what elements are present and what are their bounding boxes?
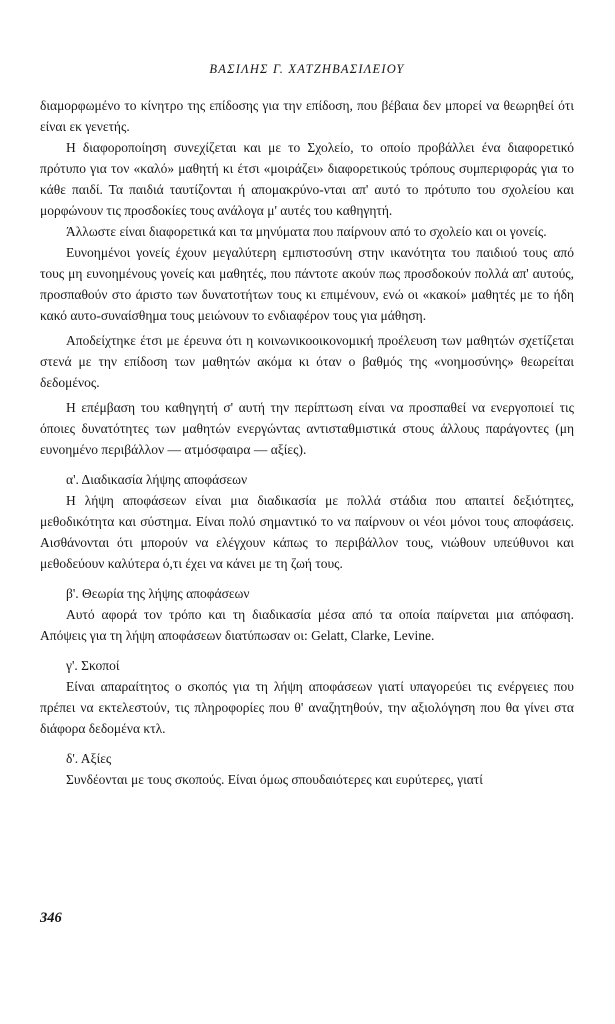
body-text bbox=[40, 95, 574, 790]
section-text-values: Συνδέονται με τους σκοπούς. Είναι όμως σπουδαιότερες και ευρύτερες, γιατί bbox=[66, 772, 483, 787]
page-number: 346 bbox=[40, 910, 62, 926]
section-heading-decision-process: α'. Διαδικασία λήψης αποφάσεων bbox=[66, 472, 248, 487]
page bbox=[40, 62, 574, 790]
section-text-decision-process: Η λήψη αποφάσεων είναι μια διαδικασία με πολλά στάδια που απαιτεί δεξιότητες, μεθοδικότητα και σύστημα. Είναι πολύ σημαντικό το να παίρνουν οι νέοι μόνοι τους αποφάσεις. Αισθάνονται ότι μπορούν να ελέγχουν κάπως το περιβάλλον τους, νιώθουν υπεύθυνοι και μεθοδεύουν καλύτερα ό,τι έχει να κάνει με τη ζωή τους. bbox=[40, 493, 574, 571]
section-text-goals: Είναι απαραίτητος ο σκοπός για τη λήψη αποφάσεων γιατί υπαγορεύει τις ενέργειες που πρέπει να εκτελεστούν, τις πληροφορίες που θ' αναζητηθούν, την αξιολόγηση που θα γίνει στα διάφορα δεδομένα κτλ. bbox=[40, 679, 574, 736]
paragraph-different-messages: Άλλωστε είναι διαφορετικά και τα μηνύματα που παίρνουν από το σχολείο και οι γονείς. bbox=[66, 224, 547, 239]
section-text-decision-theory: Αυτό αφορά τον τρόπο και τη διαδικασία μέσα από τα οποία παίρνεται μια απόφαση. Απόψεις για τη λήψη αποφάσεων διατύπωσαν οι: Gelatt, Clarke, Levine. bbox=[40, 607, 574, 643]
paragraph-school-differentiation: Η διαφοροποίηση συνεχίζεται και με το Σχολείο, το οποίο προβάλλει ένα διαφορετικό πρότυπο για τον «καλό» μαθητή κι έτσι «μοιράζει» διαφορετικούς τρόπους συμπεριφοράς για το κάθε παιδί. Τα παιδιά ταυτίζονται ή απομακρύνο-νται απ' αυτό το πρότυπο του σχολείου και μορφώνουν τις προσδοκίες τους ανάλογα μ' αυτές του καθηγητή. bbox=[40, 140, 574, 218]
running-header: ΒΑΣΙΛΗΣ Γ. ΧΑΤΖΗΒΑΣΙΛΕΙΟΥ bbox=[209, 62, 405, 76]
paragraph-continuation: διαμορφωμένο το κίνητρο της επίδοσης για την επίδοση, που βέβαια δεν μπορεί να θεωρηθεί ότι είναι εκ γενετής. bbox=[40, 98, 574, 134]
paragraph-teacher-intervention: Η επέμβαση του καθηγητή σ' αυτή την περίπτωση είναι να προσπαθεί να ενεργοποιεί τις όποιες δυνατότητες των μαθητών ενεργώντας αντισταθμιστικά στους άλλους παράγοντες (μη ευνοημένο περιβάλλον — ατμόσφαιρα — αξίες). bbox=[40, 400, 574, 457]
section-heading-goals: γ'. Σκοποί bbox=[66, 658, 120, 673]
paragraph-favoured-parents: Ευνοημένοι γονείς έχουν μεγαλύτερη εμπιστοσύνη στην ικανότητα του παιδιού τους από τους μη ευνοημένους γονείς και μαθητές, που πάντοτε ακούν πως προσδοκούν πολλά απ' αυτούς, προσπαθούν στο άριστο των δυνατοτήτων τους κι επιμένουν, ενώ οι «κακοί» μαθητές με το ήδη κακό αυτο-συναίσθημα τους μειώνουν το ενδιαφέρον τους για μάθηση. bbox=[40, 245, 574, 323]
paragraph-research-finding: Αποδείχτηκε έτσι με έρευνα ότι η κοινωνικοοικονομική προέλευση των μαθητών σχετίζεται στενά με την επίδοση των μαθητών ακόμα κι όταν ο βαθμός της «νοημοσύνης» θεωρείται δεδομένος. bbox=[40, 333, 574, 390]
section-heading-decision-theory: β'. Θεωρία της λήψης αποφάσεων bbox=[66, 586, 250, 601]
section-heading-values: δ'. Αξίες bbox=[66, 751, 112, 766]
